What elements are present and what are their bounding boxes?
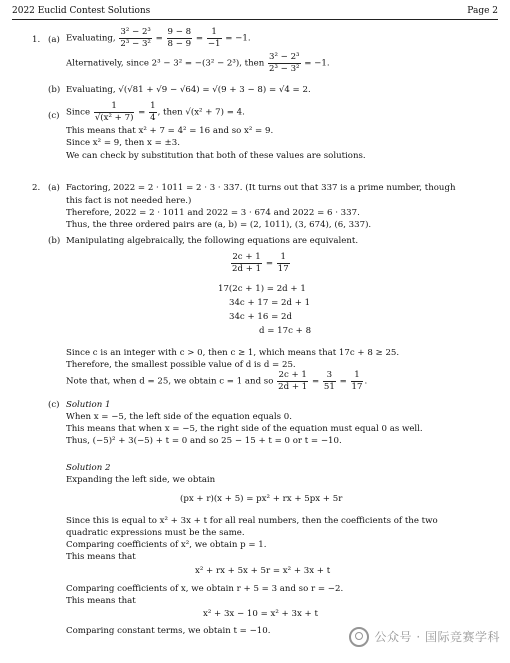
q1a-line2-tail: = −1. <box>304 58 330 69</box>
q2a-line4: Thus, the three ordered pairs are (a, b) = (2, 1011), (3, 674), (6, 337). <box>66 220 372 230</box>
denominator: 4 <box>150 112 156 123</box>
s2-eq2: x² + rx + 5x + 5r = x² + 3x + t <box>195 566 331 576</box>
fraction <box>119 27 152 49</box>
q1a-line2 <box>66 52 330 74</box>
q1a-prefix: Evaluating, <box>66 33 116 44</box>
denominator: 2d + 1 <box>278 381 308 392</box>
page-number: Page 2 <box>467 6 498 16</box>
question-1-number: 1. <box>32 35 41 45</box>
watermark <box>349 627 500 647</box>
s1-line1: When x = −5, the left side of the equation equals 0. <box>66 412 292 422</box>
denominator: 2d + 1 <box>232 263 262 274</box>
q2b-eq3: 34c + 17 = 2d + 1 <box>229 298 311 308</box>
fraction <box>94 101 135 123</box>
fraction <box>149 101 156 123</box>
q2b-line3-prefix: Note that, when d = 25, we obtain c = 1 and so <box>66 376 274 387</box>
solution-2-title: Solution 2 <box>66 463 111 473</box>
q1a-label: (a) <box>48 35 60 45</box>
s2-line3: quadratic expressions must be the same. <box>66 528 245 538</box>
s2-line8: Comparing constant terms, we obtain t = −10. <box>66 626 271 636</box>
q2b-eq5: d = 17c + 8 <box>259 326 312 336</box>
s2-line4: Comparing coefficients of x², we obtain p = 1. <box>66 540 267 550</box>
q2b-line2: Therefore, the smallest possible value of d is d = 25. <box>66 360 296 370</box>
numerator: 3² − 2³ <box>269 52 300 62</box>
numerator: 3 <box>323 370 336 382</box>
q2b-label: (b) <box>48 236 61 246</box>
numerator: 1 <box>207 27 222 39</box>
s1-line3: Thus, (−5)² + 3(−5) + t = 0 and so 25 − 15 + t = 0 or t = −10. <box>66 436 342 446</box>
numerator: 9 − 8 <box>167 27 192 37</box>
q2b-intro: Manipulating algebraically, the following equations are equivalent. <box>66 236 359 246</box>
fraction <box>231 252 262 274</box>
q1c-label: (c) <box>48 111 60 121</box>
page-header <box>12 6 498 17</box>
s2-line5: This means that <box>66 552 136 562</box>
q1c-tail: , then √(x² + 7) = 4. <box>157 107 245 118</box>
s2-line1: Expanding the left side, we obtain <box>66 475 216 485</box>
fraction <box>167 27 193 49</box>
denominator: 17 <box>277 263 289 274</box>
s1-line2: This means that when x = −5, the right side of the equation must equal 0 as well. <box>66 424 423 434</box>
fraction <box>277 252 290 274</box>
header-rule <box>12 19 498 20</box>
q2b-eq4: 34c + 16 = 2d <box>229 312 292 322</box>
q2a-line1: Factoring, 2022 = 2 · 1011 = 2 · 3 · 337. (It turns out that 337 is a prime number, though <box>66 183 456 193</box>
fraction <box>207 27 222 49</box>
fraction <box>277 370 308 392</box>
denominator: 51 <box>323 381 335 392</box>
q2b-eq2: 17(2c + 1) = 2d + 1 <box>218 284 306 294</box>
q2a-line2: this fact is not needed here.) <box>66 196 192 206</box>
q1c-line3: Since x² = 9, then x = ±3. <box>66 138 180 148</box>
q2a-line3: Therefore, 2022 = 2 · 1011 and 2022 = 3 · 674 and 2022 = 6 · 337. <box>66 208 360 218</box>
s2-eq3: x² + 3x − 10 = x² + 3x + t <box>203 609 318 619</box>
document-title: 2022 Euclid Contest Solutions <box>12 6 151 16</box>
q2a-label: (a) <box>48 183 60 193</box>
numerator: 2c + 1 <box>278 370 307 380</box>
fraction <box>351 370 364 392</box>
q2b-line1: Since c is an integer with c > 0, then c ≥ 1, which means that 17c + 8 ≥ 25. <box>66 348 400 358</box>
q1c-line4: We can check by substitution that both of these values are solutions. <box>66 151 366 161</box>
q1c-line2: This means that x² + 7 = 4² = 16 and so x² = 9. <box>66 126 274 136</box>
numerator: 2c + 1 <box>232 252 261 262</box>
q1a-tail: = −1. <box>225 33 251 44</box>
numerator: 1 <box>94 101 135 113</box>
fraction <box>268 52 301 74</box>
s2-line6: Comparing coefficients of x, we obtain r + 5 = 3 and so r = −2. <box>66 584 344 594</box>
numerator: 1 <box>150 101 156 111</box>
s2-line7: This means that <box>66 596 136 606</box>
s2-line2: Since this is equal to x² + 3x + t for all real numbers, then the coefficients of the two <box>66 516 438 526</box>
q2b-eq1: $\frac{2c + 1}{2d + 1}$ = $\frac{1}{17}$ <box>232 252 289 274</box>
q2b-line3: Note that, when d = 25, we obtain c = 1 and so $\frac{2c + 1}{2d + 1}$ = $\frac{3}{51}$ = $\frac{1}{17}$ . <box>66 370 368 392</box>
denominator: 17 <box>351 381 363 392</box>
q1a-line2-prefix: Alternatively, since 2³ − 3² = −(3² − 2³), then <box>66 58 265 69</box>
fraction <box>323 370 336 392</box>
q1c-line1: Since $\frac{1}{\text{√(x² + 7)}}$ = $\frac{1}{4}$ , then √(x² + 7) = 4. <box>66 101 245 123</box>
s2-eq1: (px + r)(x + 5) = px² + rx + 5px + 5r <box>180 494 343 504</box>
q1c-prefix: Since <box>66 107 91 118</box>
q1b-text: Evaluating, √(√81 + √9 − √64) = √(9 + 3 − 8) = √4 = 2. <box>66 85 311 95</box>
denominator: 8 − 9 <box>167 38 192 49</box>
denominator: −1 <box>207 38 221 49</box>
q2c-label: (c) <box>48 400 60 410</box>
numerator: 1 <box>277 252 290 264</box>
watermark-text: 公众号 · 国际竞赛学科 <box>374 629 500 644</box>
q1b-label: (b) <box>48 85 61 95</box>
denominator: 2³ − 3² <box>269 63 300 74</box>
wechat-icon <box>349 627 369 647</box>
numerator: 3² − 2³ <box>120 27 151 37</box>
question-2-number: 2. <box>32 183 41 193</box>
numerator: 1 <box>351 370 364 382</box>
q1a-line1: Evaluating, $\frac{\text{3² − 2³}}{\text{2³ − 3²}}$ = $\frac{9 - 8}{8 - 9}$ = $\frac{1}{-1}$ = −1. <box>66 27 251 49</box>
denominator: 2³ − 3² <box>120 38 151 49</box>
solution-1-title: Solution 1 <box>66 400 111 410</box>
denominator: √(x² + 7) <box>94 112 134 123</box>
